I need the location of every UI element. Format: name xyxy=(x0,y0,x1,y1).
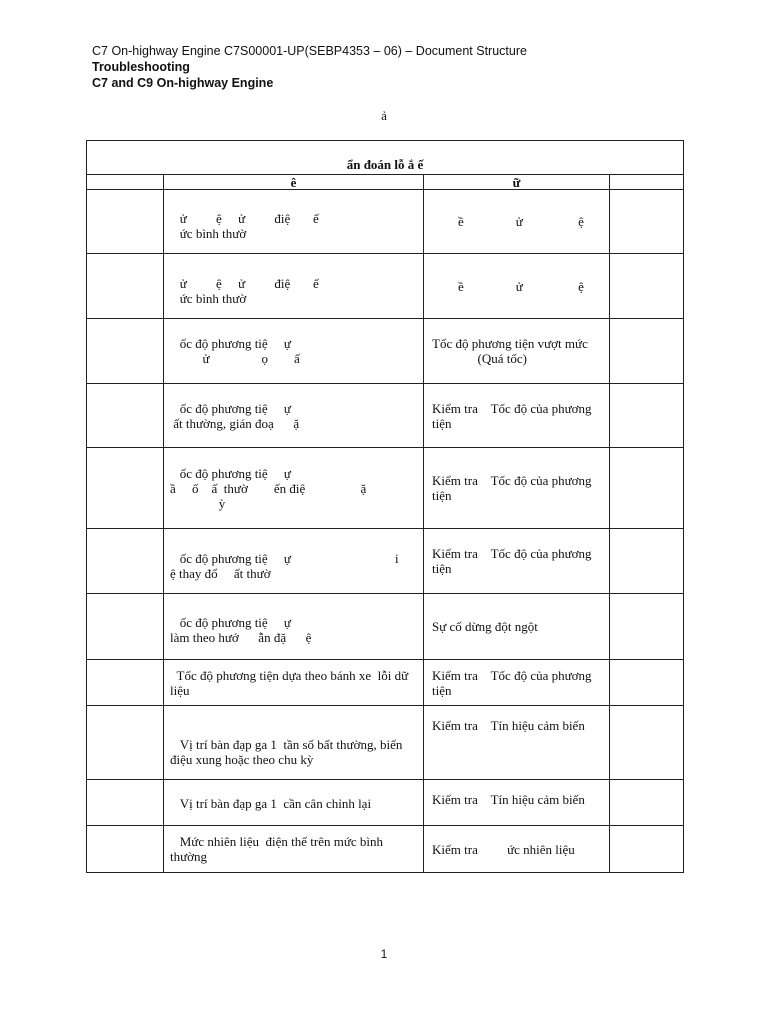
diagnostic-table xyxy=(86,140,684,873)
row-extra-cell xyxy=(610,529,684,594)
row-resolution-text: Kiểm tra Tốc độ của phương tiện xyxy=(432,400,592,431)
row-resolution-text: ề ử ệ xyxy=(432,214,584,229)
row-description-cell xyxy=(164,254,424,319)
table-row xyxy=(87,384,684,448)
row-extra-cell xyxy=(610,384,684,448)
row-resolution-cell xyxy=(424,384,610,448)
table-row xyxy=(87,529,684,594)
table-row xyxy=(87,826,684,873)
row-resolution-text: Kiểm tra Tốc độ của phương tiện xyxy=(432,667,592,698)
row-resolution-cell xyxy=(424,254,610,319)
row-code-cell xyxy=(87,254,164,319)
row-extra-cell xyxy=(610,826,684,873)
row-resolution-cell xyxy=(424,190,610,254)
document-header xyxy=(92,43,527,91)
row-extra-cell xyxy=(610,190,684,254)
row-code-cell xyxy=(87,780,164,826)
table-row xyxy=(87,254,684,319)
row-code-cell xyxy=(87,190,164,254)
row-resolution-text: Kiểm tra Tín hiệu cảm biến xyxy=(432,792,585,807)
table-row xyxy=(87,594,684,660)
row-extra-cell xyxy=(610,706,684,780)
row-code-cell xyxy=(87,706,164,780)
row-resolution-text: Kiểm tra Tốc độ của phương tiện xyxy=(432,546,592,576)
document-title: C7 On-highway Engine C7S00001-UP(SEBP4353 – 06) – Document Structure xyxy=(92,44,527,58)
row-description-cell xyxy=(164,384,424,448)
row-resolution-cell xyxy=(424,448,610,529)
row-code-cell xyxy=(87,319,164,384)
row-extra-cell xyxy=(610,594,684,660)
row-extra-cell xyxy=(610,660,684,706)
diagnostic-table-body xyxy=(87,141,684,873)
table-row xyxy=(87,706,684,780)
row-resolution-text: Sự cố dừng đột ngột xyxy=(432,619,538,634)
row-extra-cell xyxy=(610,254,684,319)
row-code-cell xyxy=(87,529,164,594)
row-description-text: Mức nhiên liệu điện thế trên mức bình thường xyxy=(170,834,384,864)
row-description-cell xyxy=(164,319,424,384)
table-row xyxy=(87,190,684,254)
row-resolution-text: Tốc độ phương tiện vượt mức (Quá tốc) xyxy=(432,336,588,366)
row-code-cell xyxy=(87,660,164,706)
row-description-text: ốc độ phương tiệ ự ầ ố ấ thườ ến điệ ặ ỳ xyxy=(170,465,367,511)
row-extra-cell xyxy=(610,780,684,826)
row-resolution-cell xyxy=(424,529,610,594)
column-header-description: ê xyxy=(164,175,424,190)
row-description-text: ốc độ phương tiệ ự i ệ thay đổ ất thườ xyxy=(170,551,399,581)
row-description-text: Tốc độ phương tiện dựa theo bánh xe lỗi dữ liệu xyxy=(170,667,409,698)
row-description-cell xyxy=(164,780,424,826)
row-resolution-text: ề ử ệ xyxy=(432,278,584,294)
row-resolution-cell xyxy=(424,706,610,780)
row-description-cell xyxy=(164,826,424,873)
row-description-text: ốc độ phương tiệ ự làm theo hướ ẫn đặ ệ xyxy=(170,615,312,645)
row-code-cell xyxy=(87,384,164,448)
row-extra-cell xyxy=(610,448,684,529)
row-resolution-text: Kiểm tra Tín hiệu cảm biến xyxy=(432,718,585,733)
row-description-text: ử ệ ử điệ ế ức bình thườ xyxy=(179,276,319,306)
table-title-row xyxy=(87,141,684,175)
row-code-cell xyxy=(87,448,164,529)
row-resolution-cell xyxy=(424,319,610,384)
row-extra-cell xyxy=(610,319,684,384)
row-resolution-cell xyxy=(424,594,610,660)
row-resolution-cell xyxy=(424,780,610,826)
row-description-text: ử ệ ử điệ ế ức bình thườ xyxy=(179,211,319,241)
table-row xyxy=(87,660,684,706)
row-code-cell xyxy=(87,826,164,873)
column-header-resolution: ữ xyxy=(424,175,610,190)
row-description-cell xyxy=(164,594,424,660)
row-description-cell xyxy=(164,660,424,706)
centered-heading: ả xyxy=(381,108,387,123)
row-description-text: ốc độ phương tiệ ự ất thường, gián đoạ ặ xyxy=(173,400,300,431)
column-header-extra xyxy=(610,175,684,190)
row-description-cell xyxy=(164,529,424,594)
row-description-cell xyxy=(164,190,424,254)
column-header-code xyxy=(87,175,164,190)
section-title: Troubleshooting xyxy=(92,60,190,74)
row-description-text: Vị trí bàn đạp ga 1 cần cân chỉnh lại xyxy=(170,796,372,811)
row-description-text: Vị trí bàn đạp ga 1 tần số bất thường, biến điệu xung hoặc theo chu kỳ xyxy=(170,737,403,767)
table-row xyxy=(87,780,684,826)
row-resolution-text: Kiểm tra ức nhiên liệu xyxy=(432,841,575,857)
table-row xyxy=(87,319,684,384)
page-number: 1 xyxy=(380,947,388,961)
row-code-cell xyxy=(87,594,164,660)
table-title: ẩn đoán lỗ ắ ế xyxy=(87,141,684,175)
row-resolution-cell xyxy=(424,660,610,706)
engine-title: C7 and C9 On-highway Engine xyxy=(92,76,274,90)
table-row xyxy=(87,448,684,529)
row-description-text: ốc độ phương tiệ ự ử ọ ấ xyxy=(179,336,300,366)
row-description-cell xyxy=(164,706,424,780)
table-header-row xyxy=(87,175,684,190)
row-resolution-cell xyxy=(424,826,610,873)
row-resolution-text: Kiểm tra Tốc độ của phương tiện xyxy=(432,473,592,503)
row-description-cell xyxy=(164,448,424,529)
